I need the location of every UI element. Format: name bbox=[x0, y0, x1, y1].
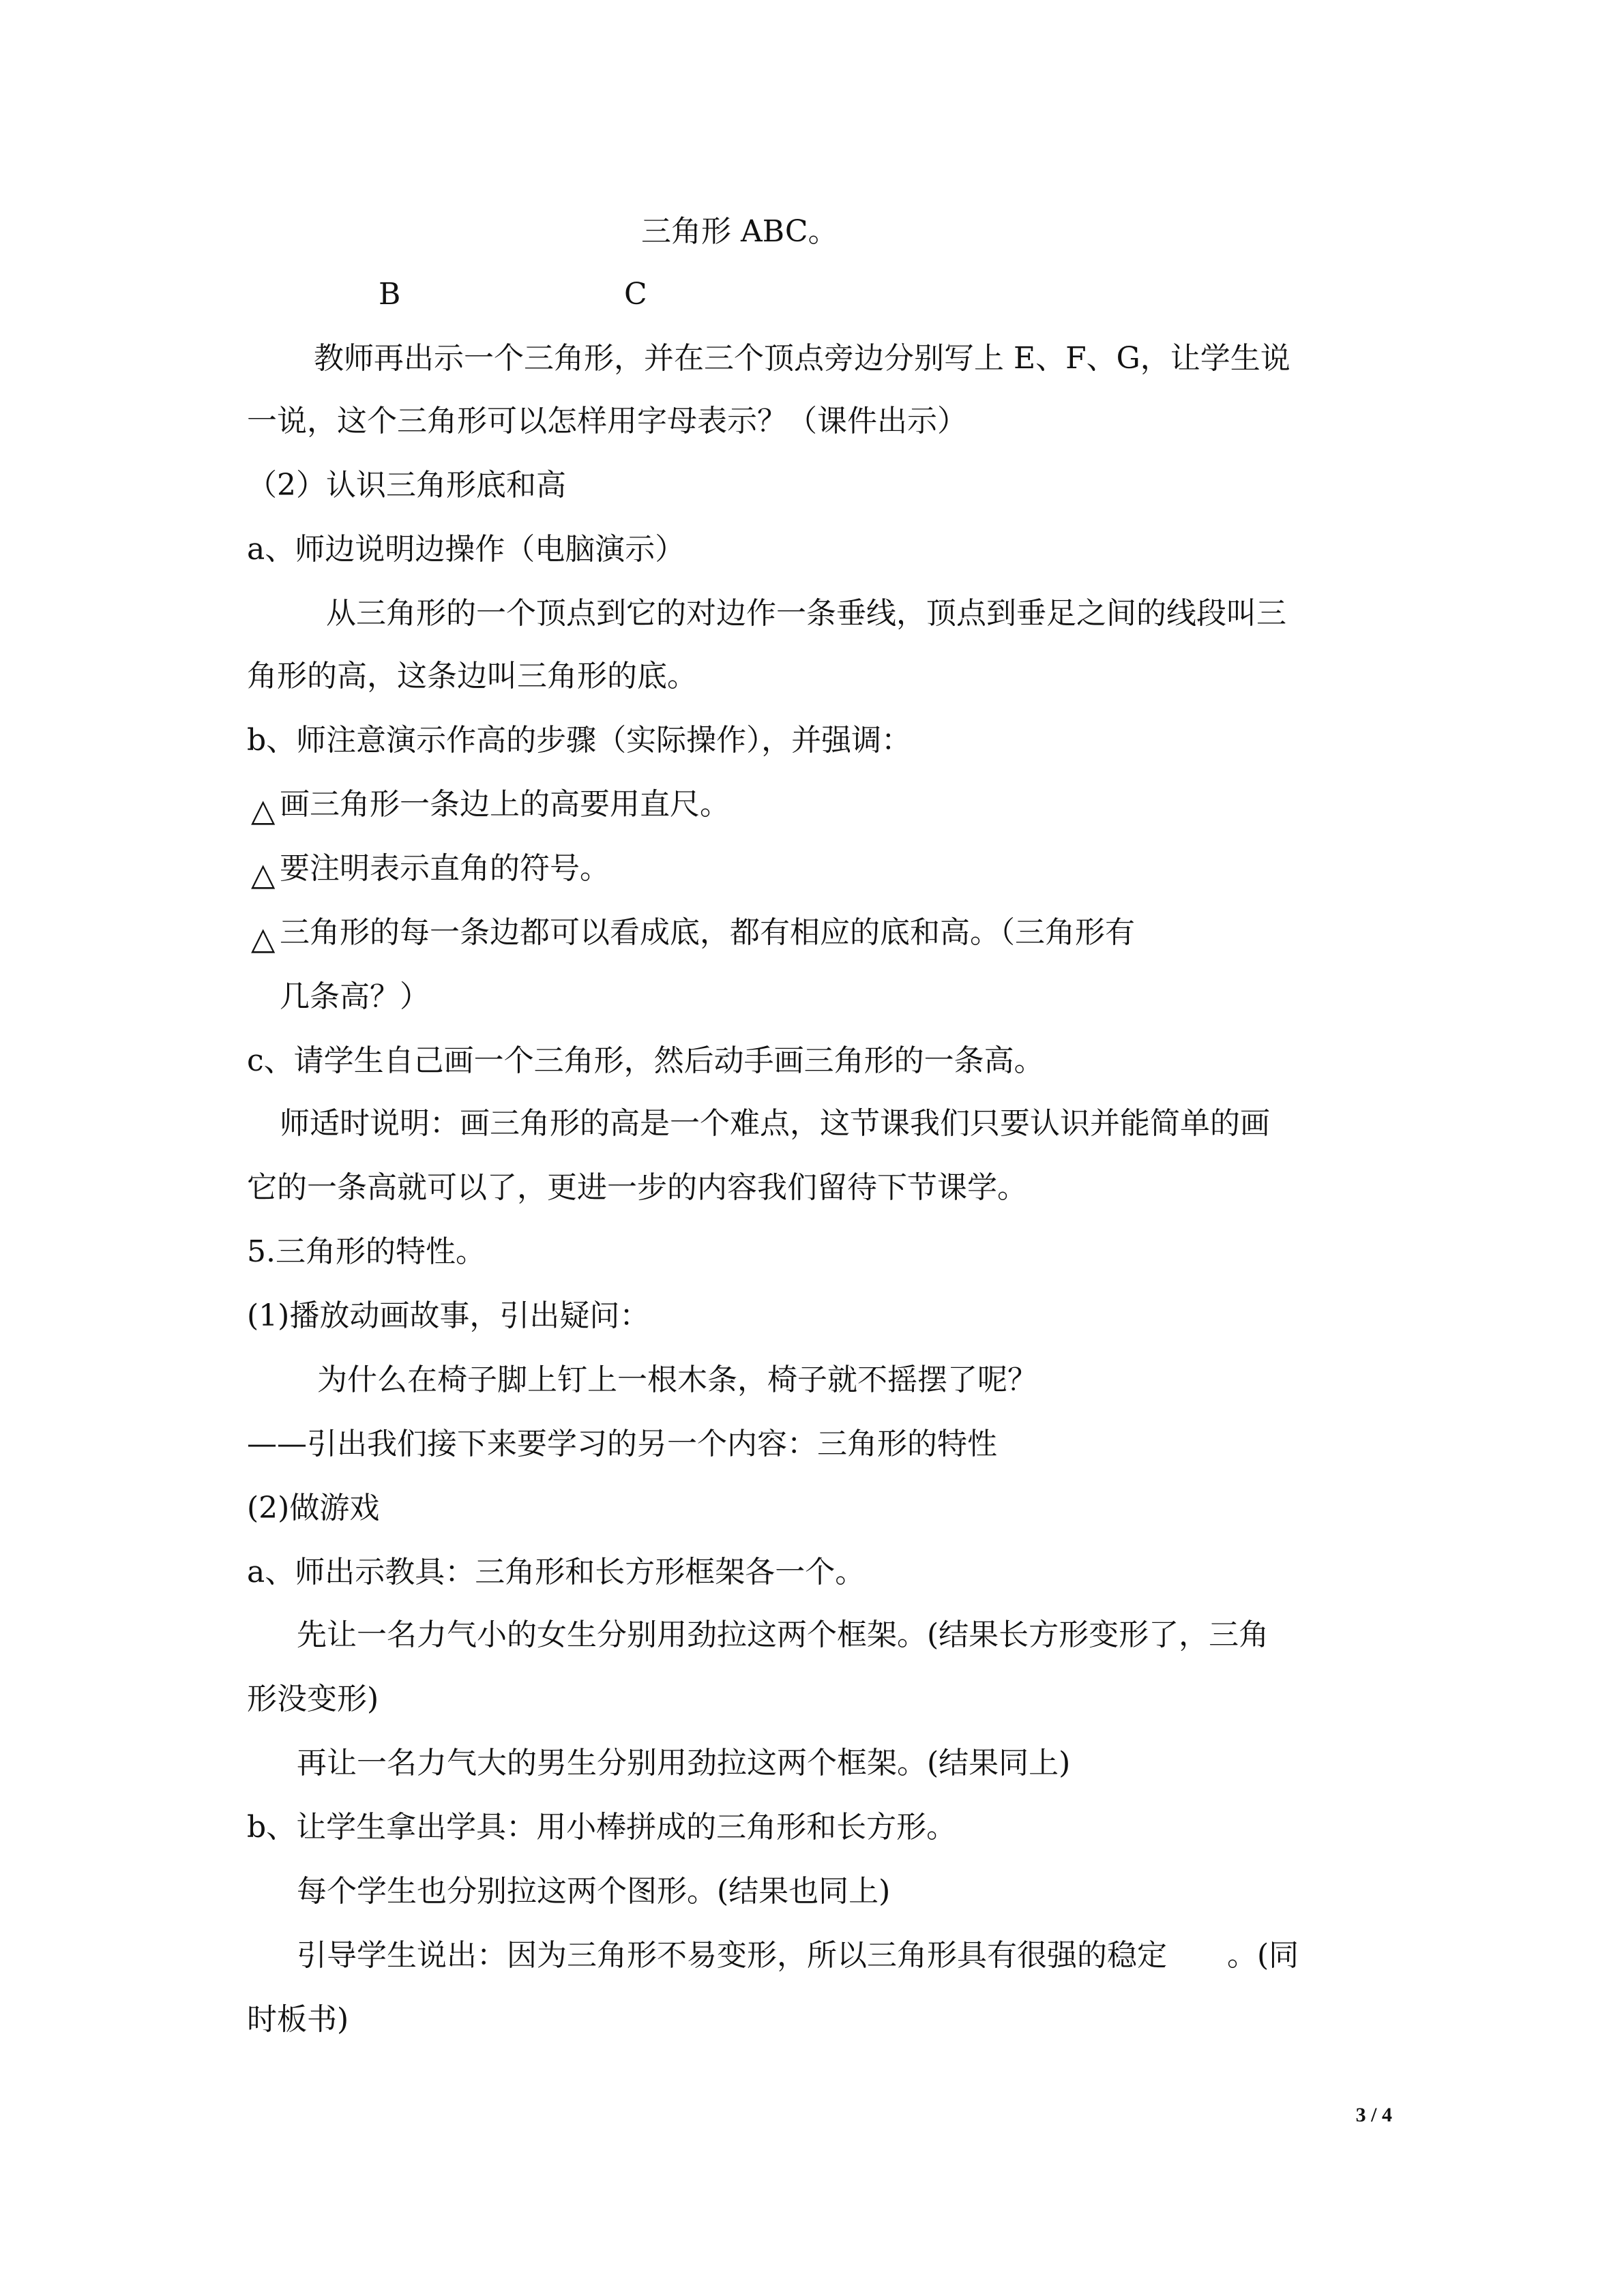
section-heading: （2）认识三角形底和高 bbox=[247, 468, 566, 503]
paragraph-line: 形没变形) bbox=[247, 1682, 379, 1716]
step-a: a、师出示教具：三角形和长方形框架各一个。 bbox=[247, 1555, 866, 1590]
subsection-heading: (2)做游戏 bbox=[247, 1491, 380, 1525]
vertex-label-b: B bbox=[379, 277, 401, 312]
paragraph-line: 教师再出示一个三角形，并在三个顶点旁边分别写上 E、F、G，让学生说 bbox=[314, 341, 1290, 376]
page-number: 3 / 4 bbox=[1355, 2104, 1392, 2126]
paragraph-line: 师适时说明：画三角形的高是一个难点，这节课我们只要认识并能简单的画 bbox=[280, 1106, 1270, 1141]
paragraph-line: ——引出我们接下来要学习的另一个内容：三角形的特性 bbox=[247, 1427, 997, 1461]
triangle-bullet-icon: △ bbox=[251, 792, 276, 829]
bullet-item-continued: 几条高？） bbox=[280, 979, 430, 1014]
paragraph-line: 角形的高，这条边叫三角形的底。 bbox=[247, 659, 697, 694]
section-heading: 5.三角形的特性。 bbox=[247, 1234, 486, 1269]
step-b: b、让学生拿出学具：用小棒拼成的三角形和长方形。 bbox=[247, 1810, 957, 1845]
bullet-item: 三角形的每一条边都可以看成底，都有相应的底和高。（三角形有 bbox=[280, 915, 1135, 950]
paragraph-line: 再让一名力气大的男生分别用劲拉这两个框架。(结果同上) bbox=[297, 1746, 1071, 1780]
bullet-item: 画三角形一条边上的高要用直尺。 bbox=[280, 787, 730, 822]
vertex-label-c: C bbox=[624, 277, 647, 312]
paragraph-line: 它的一条高就可以了，更进一步的内容我们留待下节课学。 bbox=[247, 1170, 1027, 1205]
line-triangle-abc: 三角形 ABC。 bbox=[641, 214, 838, 249]
triangle-bullet-icon: △ bbox=[251, 856, 276, 893]
subsection-heading: (1)播放动画故事，引出疑问： bbox=[247, 1298, 650, 1333]
paragraph-line: 时板书) bbox=[247, 2002, 349, 2037]
paragraph-line: 为什么在椅子脚上钉上一根木条，椅子就不摇摆了呢？ bbox=[317, 1362, 1037, 1397]
paragraph-line: 先让一名力气小的女生分别用劲拉这两个框架。(结果长方形变形了，三角 bbox=[297, 1617, 1269, 1652]
step-a: a、师边说明边操作（电脑演示） bbox=[247, 532, 685, 567]
bullet-item: 要注明表示直角的符号。 bbox=[280, 851, 610, 886]
paragraph-line: 每个学生也分别拉这两个图形。(结果也同上) bbox=[297, 1874, 891, 1909]
paragraph-line: 一说，这个三角形可以怎样用字母表示？（课件出示） bbox=[247, 404, 967, 438]
paragraph-line: 从三角形的一个顶点到它的对边作一条垂线，顶点到垂足之间的线段叫三 bbox=[326, 596, 1286, 631]
step-c: c、请学生自己画一个三角形，然后动手画三角形的一条高。 bbox=[247, 1043, 1044, 1078]
paragraph-line: 引导学生说出：因为三角形不易变形，所以三角形具有很强的稳定 。(同 bbox=[297, 1938, 1299, 1973]
step-b: b、师注意演示作高的步骤（实际操作），并强调： bbox=[247, 723, 912, 758]
triangle-bullet-icon: △ bbox=[251, 920, 276, 957]
